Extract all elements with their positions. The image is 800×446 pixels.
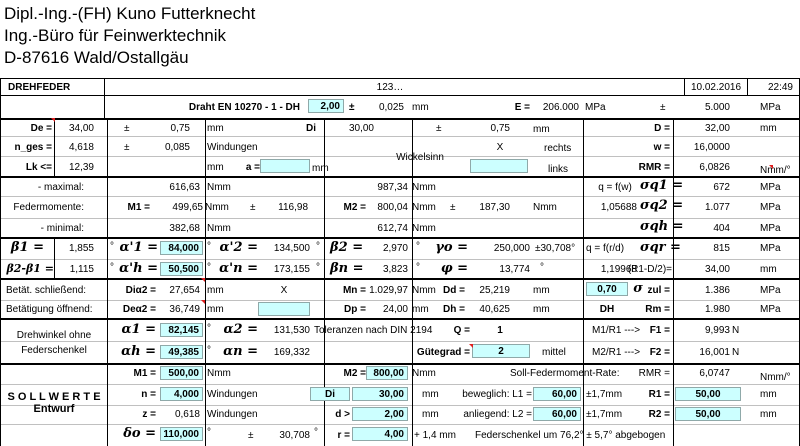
unit-label: MPa [760, 243, 781, 254]
company-name: Dipl.-Ing.-(FH) Kuno Futterknecht [4, 4, 256, 23]
target-r1-input[interactable]: 50,00 [675, 387, 741, 401]
grade-label: Gütegrad = [416, 347, 470, 358]
target-rate-label: Soll-Federmoment-Rate: [510, 368, 620, 379]
unit-label: N [732, 325, 740, 336]
pm-sign: ± [450, 202, 456, 213]
target-delta0-label: δo = [123, 426, 156, 441]
target-di-selector[interactable]: Di [310, 387, 350, 401]
pm-sign: ± [124, 142, 130, 153]
comment-marker[interactable] [469, 344, 473, 348]
target-delta0-tolerance: 30,708 [279, 430, 310, 441]
beta2-label: β2 = [330, 240, 364, 255]
unit-label: mm [533, 285, 550, 296]
degree-sign: ° [207, 262, 211, 273]
unit-label: Nmm [205, 202, 229, 213]
unit-label: mm [312, 163, 329, 174]
alphahp-label: α'h = [119, 261, 158, 276]
max-label: - maximal: [37, 182, 84, 193]
sigma-qh-value: 404 [713, 223, 730, 234]
rm-value: 1.980 [704, 304, 730, 315]
beta1-value: 1,855 [68, 243, 94, 254]
sigma-qr-value: 815 [713, 243, 730, 254]
dp-label: Dp = [344, 304, 366, 315]
alphan-label: αn = [223, 344, 258, 359]
closing-mark[interactable]: X [280, 285, 288, 296]
alphanp-value: 173,155 [273, 264, 310, 275]
alpha1-label: α1 = [121, 322, 156, 337]
wire-diameter-input[interactable]: 2,00 [308, 99, 344, 113]
degree-sign: ° [416, 241, 420, 252]
unit-label: MPa [760, 202, 781, 213]
w-value: 16,0000 [693, 142, 730, 153]
unit-label: Nmm [207, 223, 231, 234]
f2-label: F2 = [649, 347, 670, 358]
target-z-value: 0,618 [174, 409, 200, 420]
spring-calculation-sheet [0, 78, 800, 446]
degree-sign: ° [316, 262, 320, 273]
target-r1-label: R1 = [648, 389, 670, 400]
m1r1-label: M1/R1 ---> [592, 325, 641, 336]
time: 22:49 [767, 82, 793, 93]
unit-label: Nmm [412, 202, 436, 213]
zul-label: zul = [647, 285, 670, 296]
m2-label: M2 = [343, 202, 366, 213]
de-label: De = [30, 123, 52, 134]
alpha2p-value: 134,500 [273, 243, 310, 254]
beta2-value: 2,970 [382, 243, 408, 254]
winding-left-label: links [548, 164, 569, 175]
comment-marker[interactable] [51, 118, 55, 122]
unit-label: mm [207, 123, 224, 134]
unit-label: MPa [760, 285, 781, 296]
alphanp-label: α'n = [219, 261, 258, 276]
gamma0-value: 250,000 [493, 243, 530, 254]
unit-label: MPa [585, 102, 606, 113]
qfr-label: q = f(r/d) [586, 243, 625, 254]
leg-bend-note: Federschenkel um 76,2° ± 5,7° abgebogen [475, 430, 666, 441]
gamma0-tolerance: ±30,708° [535, 243, 576, 254]
m2-max: 987,34 [377, 182, 408, 193]
unit-label: mm [533, 124, 550, 135]
target-rmr-value: 6,0747 [699, 368, 730, 379]
degree-sign: ° [316, 241, 320, 252]
dia2-value: 27,654 [169, 285, 200, 296]
target-m1-label: M1 = [133, 368, 156, 379]
comment-marker[interactable] [201, 300, 205, 304]
unit-label: Windungen [207, 142, 258, 153]
alphah-input[interactable]: 49,385 [160, 345, 203, 359]
company-header [0, 0, 800, 78]
betan-label: βn = [330, 261, 364, 276]
f1-value: 9,993 [704, 325, 730, 336]
unit-label: mm [207, 285, 224, 296]
zul-value: 1.386 [704, 285, 730, 296]
unit-label: mm [412, 304, 429, 315]
wire-label: Draht EN 10270 - 1 - DH [188, 102, 300, 113]
opening-label: Betätigung öffnend: [6, 304, 93, 315]
target-l1-tolerance: ±1,7mm [586, 389, 623, 400]
unit-label: Nmm [412, 368, 436, 379]
betan-value: 3,823 [382, 264, 408, 275]
unit-label: N [732, 347, 740, 358]
de-tolerance: 0,75 [170, 123, 190, 134]
alpha2-value: 131,530 [273, 325, 310, 336]
closing-label: Betät. schließend: [6, 285, 87, 296]
dea2-label: Deα2 = [122, 304, 156, 315]
n-total-tolerance: 0,085 [164, 142, 190, 153]
beta-diff-value: 1,115 [69, 264, 94, 275]
rotation-label-1: Drehwinkel ohne [16, 330, 92, 341]
winding-right-mark[interactable]: X [496, 142, 504, 153]
n-total-value: 4,618 [68, 142, 94, 153]
unit-label: mm [760, 264, 777, 275]
m1-label: M1 = [127, 202, 150, 213]
e-modulus-value: 206.000 [542, 102, 579, 113]
sigma-q1-value: 672 [713, 182, 730, 193]
unit-label: mm [422, 409, 439, 420]
winding-direction-label: Wickelsinn [396, 152, 444, 163]
target-r2-input[interactable]: 50,00 [675, 407, 741, 421]
sheet-title: DREHFEDER [8, 82, 71, 93]
company-address: D-87616 Wald/Ostallgäu [4, 48, 189, 67]
project-name: 123… [376, 82, 404, 93]
m1-value: 499,65 [172, 202, 203, 213]
mn-label: Mn = [342, 285, 366, 296]
alpha2p-label: α'2 = [219, 240, 258, 255]
target-title: S O L L W E R T E [7, 391, 101, 403]
wire-tolerance: 0,025 [378, 102, 404, 113]
sigma-q2-label: σq2 = [640, 198, 684, 213]
di-label: Di [306, 123, 316, 134]
pm-sign: ± [660, 102, 666, 113]
f1-label: F1 = [649, 325, 670, 336]
de-value: 34,00 [68, 123, 94, 134]
unit-label: Nmm [412, 223, 436, 234]
target-z-label: z = [142, 409, 156, 420]
qfw-label: q = f(w) [598, 182, 632, 193]
r1d-label: (R1-D/2)= [627, 264, 672, 275]
phi-value: 13,774 [499, 264, 530, 275]
pm-sign: ± [124, 123, 130, 134]
unit-label: MPa [760, 223, 781, 234]
unit-label: mm [760, 123, 777, 134]
unit-label: MPa [760, 304, 781, 315]
degree-sign: ° [540, 262, 544, 273]
winding-left-input[interactable] [470, 159, 528, 173]
qfw-value: 1,05688 [600, 202, 637, 213]
target-r2-label: R2 = [648, 409, 670, 420]
unit-label: mm [760, 409, 777, 420]
grade-text: mittel [542, 347, 566, 358]
target-l2-tolerance: ±1,7mm [586, 409, 623, 420]
unit-label: mm [207, 304, 224, 315]
target-l1-input[interactable]: 60,00 [533, 387, 581, 401]
qfr-value: 1,19968 [600, 264, 637, 275]
target-r-addition: + 1,4 mm [414, 430, 456, 441]
dh-value: 40,625 [479, 304, 510, 315]
gamma0-label: γo = [435, 240, 468, 255]
target-d-label: d > [335, 409, 350, 420]
rotation-label-2: Federschenkel [21, 345, 87, 356]
grade-input[interactable]: 2 [472, 344, 530, 358]
dp-value: 24,00 [382, 304, 408, 315]
dh-label: Dh = [443, 304, 465, 315]
dd-label: Dd = [443, 285, 465, 296]
degree-sign: ° [110, 262, 114, 273]
company-department: Ing.-Büro für Feinwerktechnik [4, 26, 227, 45]
degree-sign: ° [207, 427, 211, 438]
target-r-input[interactable]: 4,00 [352, 427, 408, 441]
m2-min: 612,74 [377, 223, 408, 234]
pm-sign: ± [248, 430, 254, 441]
target-l1-label: beweglich: L1 = [462, 389, 532, 400]
unit-label: MPa [760, 182, 781, 193]
target-m1-input[interactable]: 500,00 [160, 366, 203, 380]
rm-label: Rm = [645, 304, 670, 315]
lk-label: Lk <= [25, 162, 52, 173]
target-n-input[interactable]: 4,000 [160, 387, 203, 401]
date: 10.02.2016 [690, 82, 742, 93]
unit-label: mm [412, 102, 429, 113]
unit-label: mm [533, 304, 550, 315]
unit-label: mm [207, 162, 224, 173]
target-r-label: r = [337, 430, 350, 441]
dh-selector[interactable]: DH [599, 304, 615, 315]
di-value: 30,00 [348, 123, 374, 134]
unit-label: Nmm [412, 182, 436, 193]
degree-sign: ° [207, 345, 211, 356]
pm-sign: ± [250, 202, 256, 213]
target-rmr-label: RMR = [638, 368, 670, 379]
f2-value: 16,001 [699, 347, 730, 358]
unit-label: mm [422, 389, 439, 400]
m1-tolerance: 116,98 [278, 202, 308, 213]
sigma-qh-label: σqh = [640, 219, 684, 234]
sigma-q1-label: σq1 = [640, 178, 684, 193]
degree-sign: ° [110, 241, 114, 252]
stress-ratio-input[interactable]: 0,70 [586, 282, 628, 296]
dea2-value: 36,749 [169, 304, 200, 315]
min-label: - minimal: [40, 223, 84, 234]
rmr-value: 6,0826 [699, 162, 730, 173]
unit-label: Nmm [207, 182, 231, 193]
m1-max: 616,63 [169, 182, 200, 193]
opening-input[interactable] [258, 302, 310, 316]
unit-label: Nmm [533, 202, 557, 213]
winding-right-label: rechts [544, 143, 572, 154]
degree-sign: ° [207, 323, 211, 334]
w-label: w = [653, 142, 670, 153]
target-m2-input[interactable]: 800,00 [366, 366, 408, 380]
alpha1p-input[interactable]: 84,000 [160, 241, 203, 255]
sigma-qr-label: σqr = [640, 240, 681, 255]
m2r1-label: M2/R1 ---> [592, 347, 641, 358]
m2-value: 800,04 [377, 202, 408, 213]
q-value[interactable]: 1 [497, 325, 503, 336]
m2-tolerance: 187,30 [479, 202, 510, 213]
comment-marker[interactable] [769, 165, 773, 169]
q-label: Q = [453, 325, 470, 336]
target-subtitle: Entwurf [33, 403, 75, 415]
rmr-label: RMR = [638, 162, 670, 173]
degree-sign: ° [314, 427, 318, 438]
alphah-label: αh = [121, 344, 156, 359]
alphahp-input[interactable]: 50,500 [160, 262, 203, 276]
mn-value: 1.029,97 [369, 285, 408, 296]
unit-label: Windungen [207, 389, 258, 400]
unit-label: Nmm [412, 285, 436, 296]
sigma-q2-value: 1.077 [704, 202, 730, 213]
target-l2-label: anliegend: L2 = [463, 409, 532, 420]
unit-label: Nmm [207, 368, 231, 379]
m1-min: 382,68 [169, 223, 200, 234]
tolerance-standard: Toleranzen nach DIN 2194 [314, 325, 433, 336]
degree-sign: ° [416, 262, 420, 273]
e-modulus-label: E = [514, 102, 530, 113]
mean-diameter-value: 32,00 [704, 123, 730, 134]
pm-sign: ± [436, 123, 442, 134]
n-total-label: n_ges = [14, 142, 52, 153]
a-input[interactable] [260, 159, 310, 173]
di-tolerance: 0,75 [490, 123, 510, 134]
target-n-label: n = [141, 389, 156, 400]
lk-value: 12,39 [68, 162, 94, 173]
target-delta0-input[interactable]: 110,000 [160, 427, 203, 441]
unit-label: Nmm/° [760, 372, 791, 383]
phi-label: φ = [440, 261, 468, 276]
target-di-input[interactable]: 30,00 [352, 387, 408, 401]
alphan-value: 169,332 [273, 347, 310, 358]
target-m2-label: M2 = [343, 368, 366, 379]
alpha1p-label: α'1 = [119, 240, 158, 255]
a-label: a = [245, 162, 260, 173]
unit-label: mm [760, 389, 777, 400]
sigma-symbol: σ [633, 281, 643, 296]
degree-sign: ° [207, 241, 211, 252]
pm-sign: ± [349, 102, 355, 113]
unit-label: Nmm/° [760, 165, 791, 176]
dia2-label: Diα2 = [125, 285, 156, 296]
alpha2-label: α2 = [223, 322, 258, 337]
dd-value: 25,219 [479, 285, 510, 296]
unit-label: Windungen [207, 409, 258, 420]
target-l2-input[interactable]: 60,00 [533, 407, 581, 421]
moments-label: Federmomente: [13, 202, 84, 213]
alpha1-input[interactable]: 82,145 [160, 323, 203, 337]
comment-marker[interactable] [201, 278, 205, 282]
r1d-value: 34,00 [704, 264, 730, 275]
beta1-label: β1 = [10, 240, 44, 255]
mean-diameter-label: D = [654, 123, 670, 134]
e-modulus-tolerance: 5.000 [704, 102, 730, 113]
beta-diff-label: β2-β1 = [6, 262, 54, 275]
target-d-input[interactable]: 2,00 [352, 407, 408, 421]
unit-label: MPa [760, 102, 781, 113]
